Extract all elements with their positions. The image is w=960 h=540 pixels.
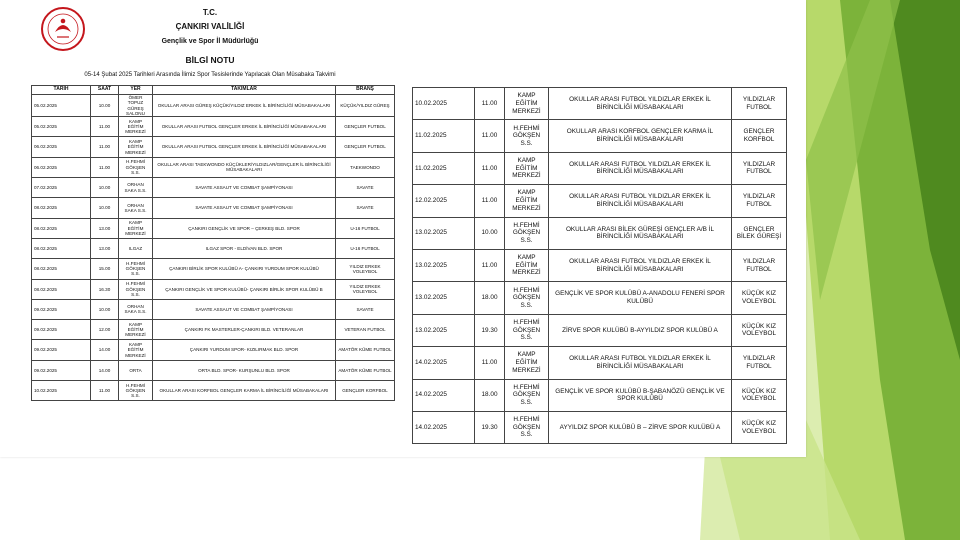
time-cell: 12.00	[91, 320, 119, 340]
branch-cell: KÜÇÜK KIZ VOLEYBOL	[732, 411, 787, 443]
branch-cell: KÜÇÜK KIZ VOLEYBOL	[732, 379, 787, 411]
time-cell: 11.00	[475, 249, 505, 281]
branch-cell: AMATÖR KÜME FUTBOL	[336, 360, 395, 380]
teams-cell: SAVATE ASSAUT VE COMBAT ŞAMPİYONASI	[153, 198, 336, 218]
date-cell: 05.02.2025	[32, 117, 91, 137]
branch-cell: SAVATE	[336, 178, 395, 198]
teams-cell: ÇANKIRI GENÇLİK VE SPOR – ÇERKEŞ BLD. SPOR	[153, 218, 336, 238]
teams-cell: ORTA BLD. SPOR- KURŞUNLU BLD. SPOR	[153, 360, 336, 380]
table-row	[32, 360, 395, 380]
branch-cell: SAVATE	[336, 198, 395, 218]
teams-cell: ÇANKIRI YURDUM SPOR- KIZILIRMAK BLD. SPOR	[153, 340, 336, 360]
table-row	[32, 95, 395, 117]
table-row	[32, 259, 395, 279]
date-cell: 13.02.2025	[413, 282, 475, 314]
venue-cell: H.FEHMİ GÖKŞEN S.S.	[505, 314, 549, 346]
time-cell: 11.00	[475, 185, 505, 217]
time-cell: 10.00	[475, 217, 505, 249]
venue-cell: KAMP EĞİTİM MERKEZİ	[119, 320, 153, 340]
table-row	[413, 282, 787, 314]
venue-cell: H.FEHMİ GÖKŞEN S.S.	[505, 282, 549, 314]
teams-cell: ILGAZ SPOR - ELDİVAN BLD. SPOR	[153, 238, 336, 258]
header-line-valilik: ÇANKIRI VALİLİĞİ	[175, 22, 245, 31]
teams-cell: GENÇLİK VE SPOR KULÜBÜ A-ANADOLU FENERİ SPOR KULÜBÜ	[549, 282, 732, 314]
date-cell: 09.02.2025	[32, 320, 91, 340]
date-cell: 12.02.2025	[413, 185, 475, 217]
table-row	[413, 314, 787, 346]
column-header-branch: BRANŞ	[336, 86, 395, 95]
branch-cell: KÜÇÜK KIZ VOLEYBOL	[732, 282, 787, 314]
venue-cell: KAMP EĞİTİM MERKEZİ	[505, 185, 549, 217]
venue-cell: H.FEHMİ GÖKŞEN S.S.	[119, 279, 153, 299]
date-cell: 10.02.2025	[32, 380, 91, 400]
date-cell: 13.02.2025	[413, 314, 475, 346]
time-cell: 10.00	[91, 299, 119, 319]
table-row	[413, 88, 787, 120]
venue-cell: ÖMER TOPUZ GÜREŞ SALONU	[119, 95, 153, 117]
table-row	[413, 185, 787, 217]
venue-cell: H.FEHMİ GÖKŞEN S.S.	[505, 379, 549, 411]
branch-cell: VETERAN FUTBOL	[336, 320, 395, 340]
column-header-teams: TAKIMLAR	[153, 86, 336, 95]
date-cell: 07.02.2025	[32, 178, 91, 198]
date-cell: 11.02.2025	[413, 120, 475, 152]
date-cell: 10.02.2025	[413, 88, 475, 120]
date-cell: 11.02.2025	[413, 152, 475, 184]
date-cell: 08.02.2025	[32, 279, 91, 299]
branch-cell: U-16 FUTBOL	[336, 218, 395, 238]
teams-cell: OKULLAR ARASI FUTBOL YILDIZLAR ERKEK İL BİRİNCİLİĞİ MÜSABAKALARI	[549, 152, 732, 184]
date-cell: 05.02.2025	[32, 95, 91, 117]
venue-cell: ORHAN SAKA S.S.	[119, 198, 153, 218]
time-cell: 11.00	[91, 157, 119, 177]
column-header-time: SAAT	[91, 86, 119, 95]
branch-cell: U-16 FUTBOL	[336, 238, 395, 258]
venue-cell: KAMP EĞİTİM MERKEZİ	[119, 137, 153, 157]
time-cell: 10.00	[91, 95, 119, 117]
time-cell: 14.00	[91, 340, 119, 360]
table-row	[32, 198, 395, 218]
venue-cell: KAMP EĞİTİM MERKEZİ	[505, 347, 549, 379]
teams-cell: SAVATE ASSAUT VE COMBAT ŞAMPİYONASI	[153, 178, 336, 198]
venue-cell: ORTA	[119, 360, 153, 380]
venue-cell: H.FEHMİ GÖKŞEN S.S.	[505, 411, 549, 443]
time-cell: 11.00	[475, 120, 505, 152]
teams-cell: OKULLAR ARASI BİLEK GÜREŞİ GENÇLER A/B İL BİRİNCİLİĞİ MÜSABAKALARI	[549, 217, 732, 249]
teams-cell: ÇANKIRI GENÇLİK VE SPOR KULÜBÜ- ÇANKIRI BİRLİK SPOR KULÜBÜ B	[153, 279, 336, 299]
schedule-table-right	[412, 87, 787, 444]
time-cell: 11.00	[91, 380, 119, 400]
header-line-mudurluk: Gençlik ve Spor İl Müdürlüğü	[161, 38, 259, 45]
time-cell: 10.00	[91, 198, 119, 218]
column-header-venue: YER	[119, 86, 153, 95]
table-row	[32, 137, 395, 157]
table-row	[413, 217, 787, 249]
branch-cell: SAVATE	[336, 299, 395, 319]
time-cell: 11.00	[475, 152, 505, 184]
date-cell: 14.02.2025	[413, 411, 475, 443]
table-row	[413, 152, 787, 184]
venue-cell: KAMP EĞİTİM MERKEZİ	[119, 117, 153, 137]
date-cell: 13.02.2025	[413, 217, 475, 249]
time-cell: 14.00	[91, 360, 119, 380]
time-cell: 11.00	[475, 347, 505, 379]
header-line-bilgi-notu: BİLGİ NOTU	[185, 55, 235, 65]
venue-cell: H.FEHMİ GÖKŞEN S.S.	[119, 157, 153, 177]
venue-cell: ILGAZ	[119, 238, 153, 258]
venue-cell: KAMP EĞİTİM MERKEZİ	[119, 340, 153, 360]
column-header-date: TARİH	[32, 86, 91, 95]
table-row	[32, 340, 395, 360]
venue-cell: KAMP EĞİTİM MERKEZİ	[505, 249, 549, 281]
date-cell: 08.02.2025	[32, 198, 91, 218]
teams-cell: OKULLAR ARASI GÜREŞ KÜÇÜK/YILDIZ ERKEK İL BİRİNCİLİĞİ MÜSABAKALARI	[153, 95, 336, 117]
branch-cell: GENÇLER FUTBOL	[336, 117, 395, 137]
time-cell: 15.00	[91, 259, 119, 279]
teams-cell: OKULLAR ARASI FUTBOL YILDIZLAR ERKEK İL BİRİNCİLİĞİ MÜSABAKALARI	[549, 88, 732, 120]
branch-cell: KÜÇÜK KIZ VOLEYBOL	[732, 314, 787, 346]
teams-cell: OKULLAR ARASI FUTBOL YILDIZLAR ERKEK İL BİRİNCİLİĞİ MÜSABAKALARI	[549, 347, 732, 379]
time-cell: 19.30	[475, 314, 505, 346]
schedule-table-left	[31, 85, 395, 401]
teams-cell: OKULLAR ARASI FUTBOL YILDIZLAR ERKEK İL BİRİNCİLİĞİ MÜSABAKALARI	[549, 185, 732, 217]
header-line-tc: T.C.	[202, 8, 218, 17]
venue-cell: H.FEHMİ GÖKŞEN S.S.	[119, 259, 153, 279]
time-cell: 11.00	[91, 117, 119, 137]
time-cell: 16.30	[91, 279, 119, 299]
branch-cell: YILDIZLAR FUTBOL	[732, 347, 787, 379]
branch-cell: YILDIZ ERKEK VOLEYBOL	[336, 279, 395, 299]
teams-cell: GENÇLİK VE SPOR KULÜBÜ B-ŞABANÖZÜ GENÇLİK VE SPOR KULÜBÜ	[549, 379, 732, 411]
date-cell: 09.02.2025	[32, 360, 91, 380]
document-subtitle: 05-14 Şubat 2025 Tarihleri Arasında İlimiz Spor Tesislerinde Yapılacak Olan Müsabaka Takvimi	[84, 72, 336, 78]
date-cell: 06.02.2025	[32, 157, 91, 177]
date-cell: 08.02.2025	[32, 218, 91, 238]
table-header-row	[32, 86, 395, 95]
branch-cell: TAEKWONDO	[336, 157, 395, 177]
teams-cell: OKULLAR ARASI KORFBOL GENÇLER KARMA İL BİRİNCİLİĞİ MÜSABAKALARI	[153, 380, 336, 400]
time-cell: 19.30	[475, 411, 505, 443]
time-cell: 11.00	[475, 88, 505, 120]
venue-cell: KAMP EĞİTİM MERKEZİ	[119, 218, 153, 238]
date-cell: 13.02.2025	[413, 249, 475, 281]
table-row	[32, 279, 395, 299]
venue-cell: ORHAN SAKA S.S.	[119, 178, 153, 198]
date-cell: 09.02.2025	[32, 340, 91, 360]
table-row	[32, 238, 395, 258]
teams-cell: AYYILDIZ SPOR KULÜBÜ B – ZİRVE SPOR KULÜBÜ A	[549, 411, 732, 443]
table-row	[413, 347, 787, 379]
time-cell: 10.00	[91, 178, 119, 198]
table-row	[32, 157, 395, 177]
schedule-table-left-body	[32, 95, 395, 401]
date-cell: 14.02.2025	[413, 379, 475, 411]
teams-cell: OKULLAR ARASI TAEKWONDO KÜÇÜKLER/YILDIZLAR/GENÇLER İL BİRİNCİLİĞİ MÜSABAKALARI	[153, 157, 336, 177]
branch-cell: YILDIZLAR FUTBOL	[732, 185, 787, 217]
venue-cell: H.FEHMİ GÖKŞEN S.S.	[505, 217, 549, 249]
branch-cell: YILDIZLAR FUTBOL	[732, 152, 787, 184]
table-row	[32, 380, 395, 400]
time-cell: 18.00	[475, 282, 505, 314]
teams-cell: ÇANKIRI BİRLİK SPOR KULÜBÜ A- ÇANKIRI YURDUM SPOR KULÜBÜ	[153, 259, 336, 279]
venue-cell: H.FEHMİ GÖKŞEN S.S.	[119, 380, 153, 400]
time-cell: 13.00	[91, 238, 119, 258]
branch-cell: GENÇLER KORFBOL	[732, 120, 787, 152]
venue-cell: KAMP EĞİTİM MERKEZİ	[505, 88, 549, 120]
teams-cell: OKULLAR ARASI FUTBOL YILDIZLAR ERKEK İL BİRİNCİLİĞİ MÜSABAKALARI	[549, 249, 732, 281]
venue-cell: KAMP EĞİTİM MERKEZİ	[505, 152, 549, 184]
time-cell: 11.00	[91, 137, 119, 157]
branch-cell: KÜÇÜK/YILDIZ GÜREŞ	[336, 95, 395, 117]
teams-cell: ZİRVE SPOR KULÜBÜ B-AYYILDIZ SPOR KULÜBÜ A	[549, 314, 732, 346]
time-cell: 18.00	[475, 379, 505, 411]
teams-cell: OKULLAR ARASI FUTBOL GENÇLER ERKEK İL BİRİNCİLİĞİ MÜSABAKALARI	[153, 117, 336, 137]
table-row	[32, 117, 395, 137]
table-row	[32, 218, 395, 238]
schedule-table-right-body	[413, 88, 787, 444]
branch-cell: YILDIZ ERKEK VOLEYBOL	[336, 259, 395, 279]
teams-cell: ÇANKIRI FK MASTERLER-ÇANKIRI BLD. VETERANLAR	[153, 320, 336, 340]
teams-cell: OKULLAR ARASI FUTBOL GENÇLER ERKEK İL BİRİNCİLİĞİ MÜSABAKALARI	[153, 137, 336, 157]
branch-cell: GENÇLER FUTBOL	[336, 137, 395, 157]
branch-cell: GENÇLER KORFBOL	[336, 380, 395, 400]
table-row	[413, 249, 787, 281]
table-row	[32, 178, 395, 198]
table-row	[413, 120, 787, 152]
date-cell: 14.02.2025	[413, 347, 475, 379]
venue-cell: H.FEHMİ GÖKŞEN S.S.	[505, 120, 549, 152]
date-cell: 08.02.2025	[32, 259, 91, 279]
teams-cell: OKULLAR ARASI KORFBOL GENÇLER KARMA İL BİRİNCİLİĞİ MÜSABAKALARI	[549, 120, 732, 152]
venue-cell: ORHAN SAKA S.S.	[119, 299, 153, 319]
date-cell: 09.02.2025	[32, 299, 91, 319]
table-row	[413, 411, 787, 443]
date-cell: 08.02.2025	[32, 238, 91, 258]
table-row	[32, 320, 395, 340]
branch-cell: AMATÖR KÜME FUTBOL	[336, 340, 395, 360]
table-row	[32, 299, 395, 319]
teams-cell: SAVATE ASSAUT VE COMBAT ŞAMPİYONASI	[153, 299, 336, 319]
branch-cell: YILDIZLAR FUTBOL	[732, 249, 787, 281]
date-cell: 06.02.2025	[32, 137, 91, 157]
table-row	[413, 379, 787, 411]
branch-cell: YILDIZLAR FUTBOL	[732, 88, 787, 120]
time-cell: 13.00	[91, 218, 119, 238]
branch-cell: GENÇLER BİLEK GÜREŞİ	[732, 217, 787, 249]
